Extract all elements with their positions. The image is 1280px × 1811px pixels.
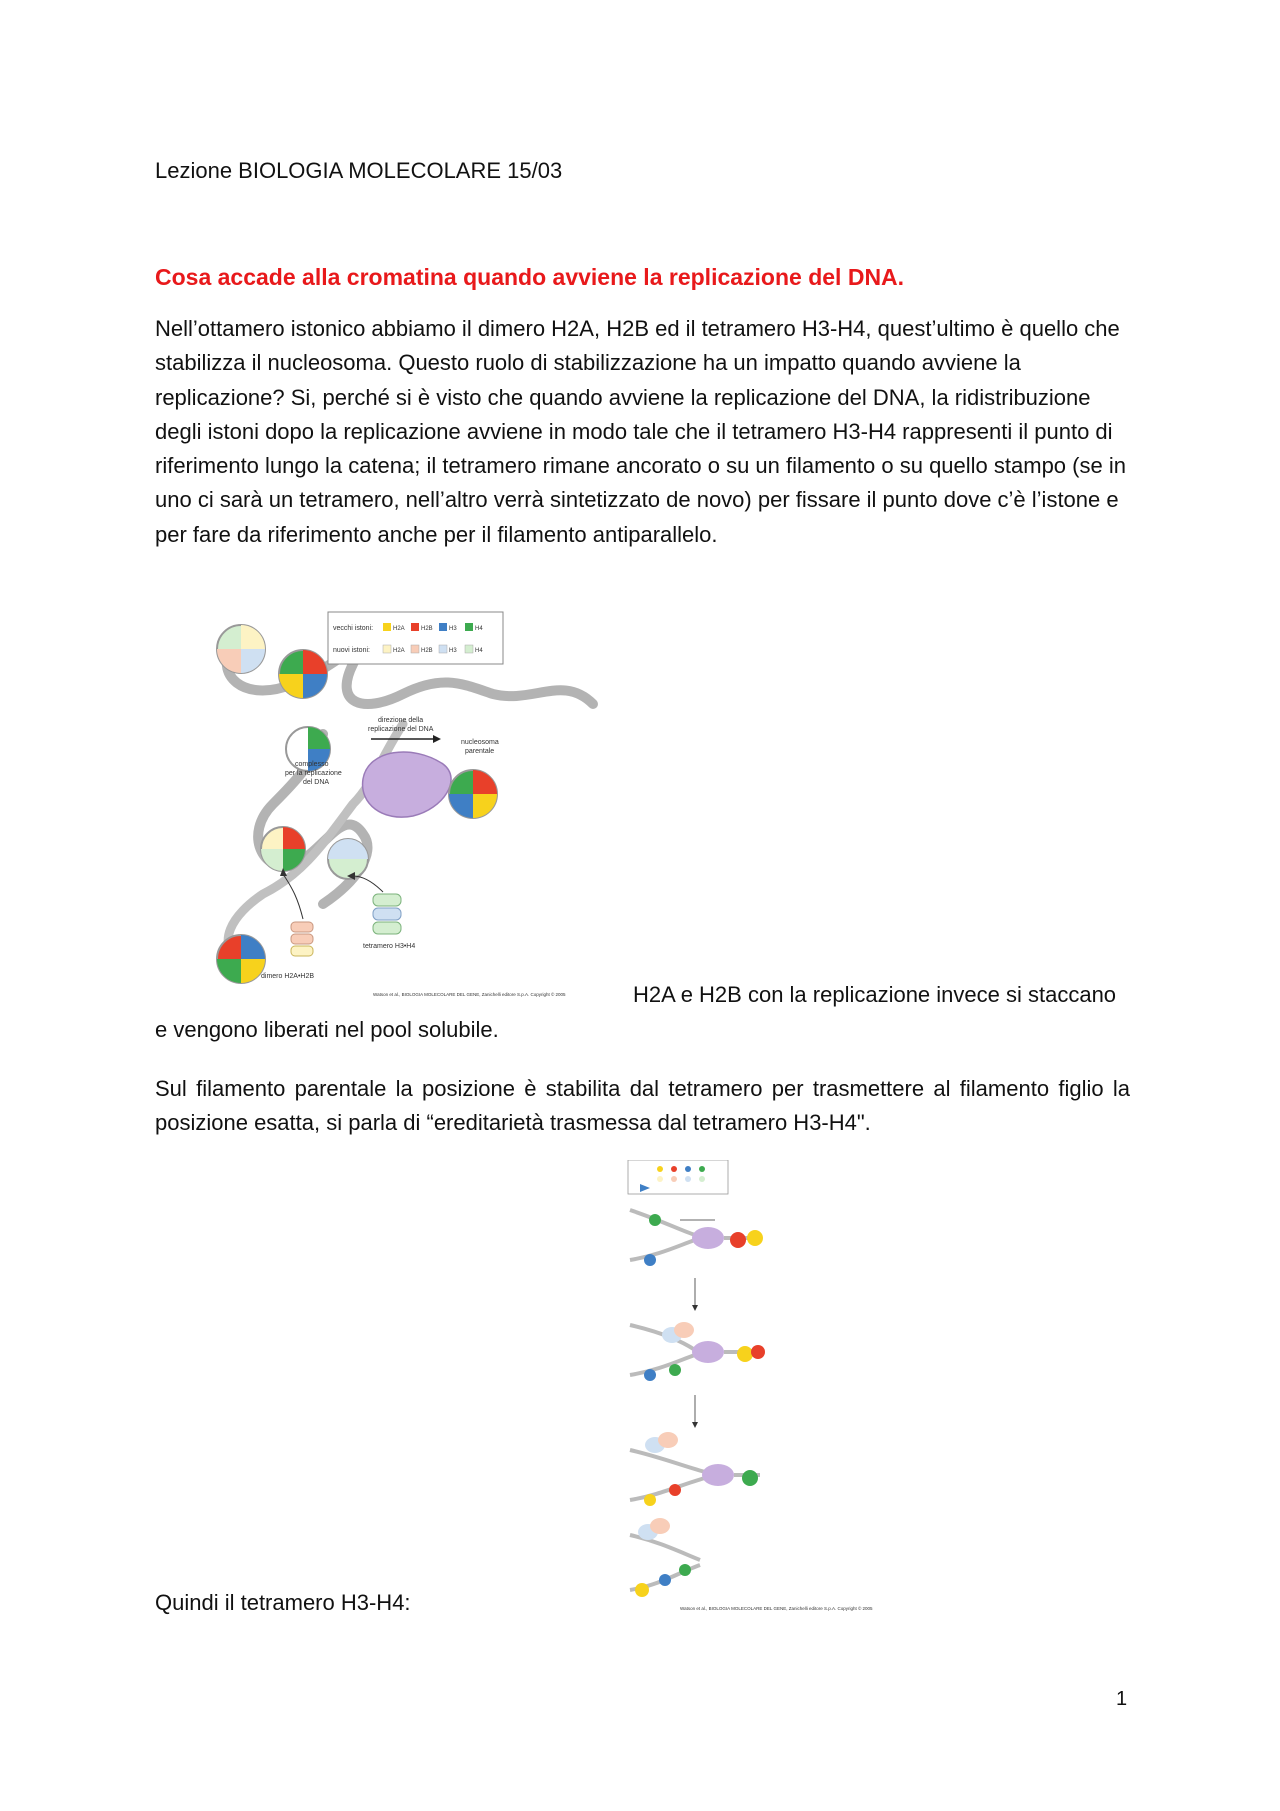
legend-new-label: nuovi istoni:: [333, 647, 370, 654]
nucleosome-old-1: [279, 650, 327, 698]
caption-inline: H2A e H2B con la replicazione invece si staccano: [633, 982, 1117, 1007]
legend-h2b: H2B: [421, 626, 433, 632]
legend-h2a-new: H2A: [393, 648, 405, 654]
legend-h2a: H2A: [393, 626, 405, 632]
caption-continued: e vengono liberati nel pool solubile.: [155, 1017, 499, 1042]
histone-redistribution-figure: [620, 1160, 970, 1620]
lesson-header: Lezione BIOLOGIA MOLECOLARE 15/03: [155, 158, 563, 183]
paragraph-tetramer-intro: Quindi il tetramero H3-H4:: [155, 1590, 411, 1615]
free-tetramer-h3-h4: [373, 894, 401, 934]
stage-1: [630, 1210, 763, 1266]
figure2-credit: Watson et al., BIOLOGIA MOLECOLARE DEL GENE, Zanichelli editore S.p.A. Copyright © 2005: [680, 1606, 873, 1611]
nucleosome-parental-right: [449, 770, 497, 818]
stage-4: [630, 1518, 700, 1597]
nucleosome-new-2: [328, 839, 368, 879]
section-heading: Cosa accade alla cromatina quando avviene la replicazione del DNA.: [155, 264, 905, 290]
parental-label-2: parentale: [465, 748, 495, 755]
dimer-label: dimero H2A•H2B: [261, 973, 315, 980]
legend-h2b-new: H2B: [421, 648, 433, 654]
legend-h3-new: H3: [449, 648, 457, 654]
free-dimer-h2a-h2b: [291, 922, 313, 956]
histone-legend: [328, 612, 503, 664]
tetramer-label: tetramero H3•H4: [363, 943, 416, 950]
legend-old-label: vecchi istoni:: [333, 625, 374, 632]
complex-label-3: del DNA: [303, 779, 330, 786]
paragraph-parental-strand: Sul filamento parentale la posizione è stabilita dal tetramero per trasmettere al filamento figlio la posizione esatta, si parla di “ereditarietà trasmessa dal tetramero H3-H4".: [155, 1076, 1130, 1136]
nucleosome-old-bottom: [217, 935, 265, 983]
legend-h4-new: H4: [475, 648, 483, 654]
direction-label-1: direzione della: [378, 717, 424, 724]
nucleosome-mixed-1: [261, 827, 305, 871]
stage-3: [630, 1432, 760, 1506]
page-number: 1: [1116, 1688, 1128, 1710]
complex-label-2: per la replicazione: [285, 770, 342, 777]
nucleosome-new-top: [217, 625, 265, 673]
legend-h3: H3: [449, 626, 457, 632]
direction-label-2: replicazione del DNA: [368, 726, 434, 733]
replication-nucleosome-figure: [203, 604, 633, 1004]
paragraph-histone-octamer: Nell’ottamero istonico abbiamo il dimero H2A, H2B ed il tetramero H3-H4, quest’ultimo è quello che stabilizza il nucleosoma. Questo ruolo di stabilizzazione ha un impatto quando avviene la replicazione? Si, perché si è visto che quando avviene la replicazione del DNA, la ridistribuzione degli istoni dopo la replicazione avviene in modo tale che il tetramero H3-H4 rappresenti il punto di riferimento lungo la catena; il tetramero rimane ancorato o su un filamento o su quello stampo (se in uno ci sarà un tetramero, nell’altro verrà sintetizzato de novo) per fissare il punto dove c’è l’istone e per fare da riferimento anche per il filamento antiparallelo.: [155, 316, 1126, 547]
complex-label-1: complesso: [295, 761, 329, 768]
replication-complex: [363, 752, 451, 817]
stage-2: [630, 1322, 765, 1381]
parental-label-1: nucleosoma: [461, 739, 499, 746]
legend-h4: H4: [475, 626, 483, 632]
figure1-credit: Watson et al., BIOLOGIA MOLECOLARE DEL GENE, Zanichelli editore S.p.A. Copyright © 2005: [373, 992, 566, 997]
figure2-legend: [628, 1160, 728, 1194]
